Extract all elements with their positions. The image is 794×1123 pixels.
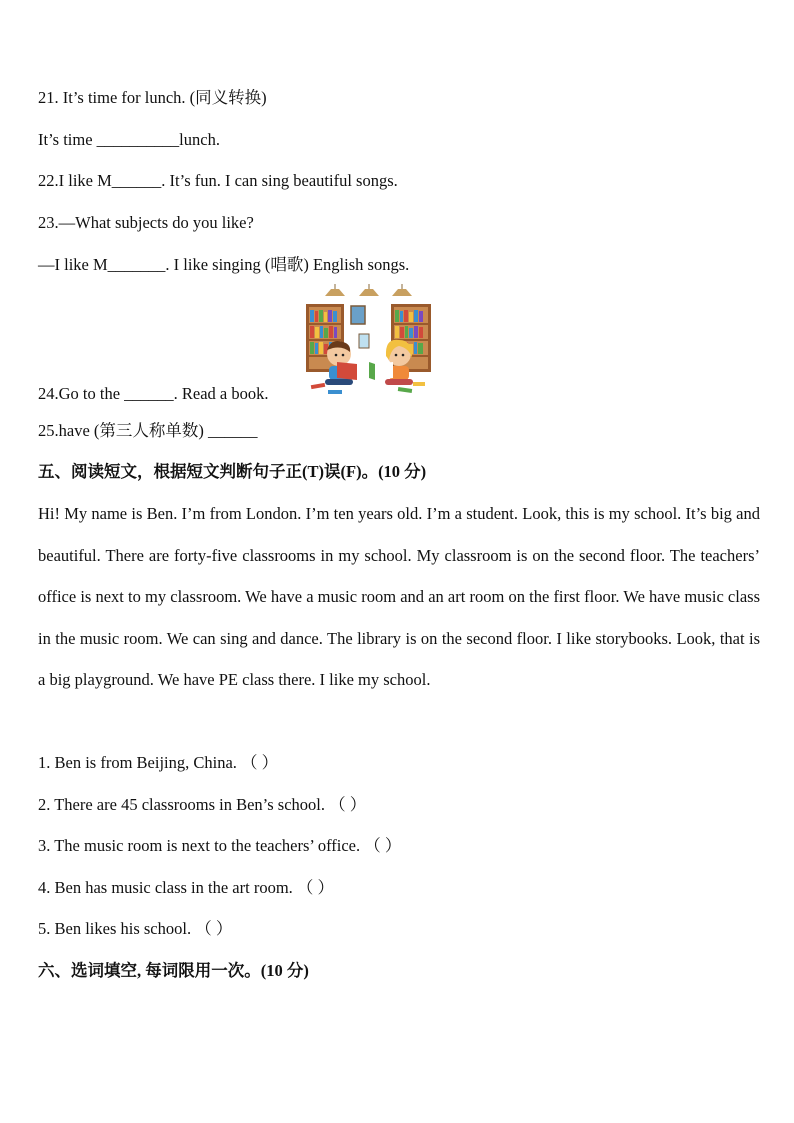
judgement-item-2: 2. There are 45 classrooms in Ben’s school. （ ） xyxy=(38,795,367,814)
section-6-heading: 六、选词填空, 每词限用一次。(10 分) xyxy=(38,961,309,980)
judgement-item-4: 4. Ben has music class in the art room. （ ） xyxy=(38,878,335,897)
judgement-item-5: 5. Ben likes his school. （ ） xyxy=(38,919,233,938)
question-24: 24.Go to the ______. Read a book. xyxy=(38,384,269,403)
reading-passage: Hi! My name is Ben. I’m from London. I’m ten years old. I’m a student. Look, this is my school. It’s big and beautiful. There are forty-five classrooms in my school. My classroom is on the second floor. The teachers’ office is next to my classroom. We have a music room and an art room on the first floor. We have music class in the music room. We can sing and dance. The library is on the second floor. I like storybooks. Look, that is a big playground. We have PE class there. I like my school. xyxy=(38,504,760,690)
question-23-answer: —I like M_______. I like singing (唱歌) English songs. xyxy=(38,255,410,274)
question-21-answer: It’s time __________lunch. xyxy=(38,130,220,149)
question-22: 22.I like M______. It’s fun. I can sing beautiful songs. xyxy=(38,171,398,190)
lamp-middle xyxy=(359,284,379,296)
lamp-left xyxy=(325,284,345,296)
question-25: 25.have (第三人称单数) ______ xyxy=(38,421,258,440)
judgement-item-1: 1. Ben is from Beijing, China. （ ） xyxy=(38,753,279,772)
judgement-item-3: 3. The music room is next to the teachers’ office. （ ） xyxy=(38,836,402,855)
section-5-heading: 五、阅读短文，根据短文判断句子正(T)误(F)。(10 分) xyxy=(38,462,427,481)
lamp-right xyxy=(392,284,412,296)
question-21: 21. It’s time for lunch. (同义转换) xyxy=(38,88,267,107)
question-23: 23.—What subjects do you like? xyxy=(38,213,254,232)
library-reading-children-icon xyxy=(303,284,435,402)
